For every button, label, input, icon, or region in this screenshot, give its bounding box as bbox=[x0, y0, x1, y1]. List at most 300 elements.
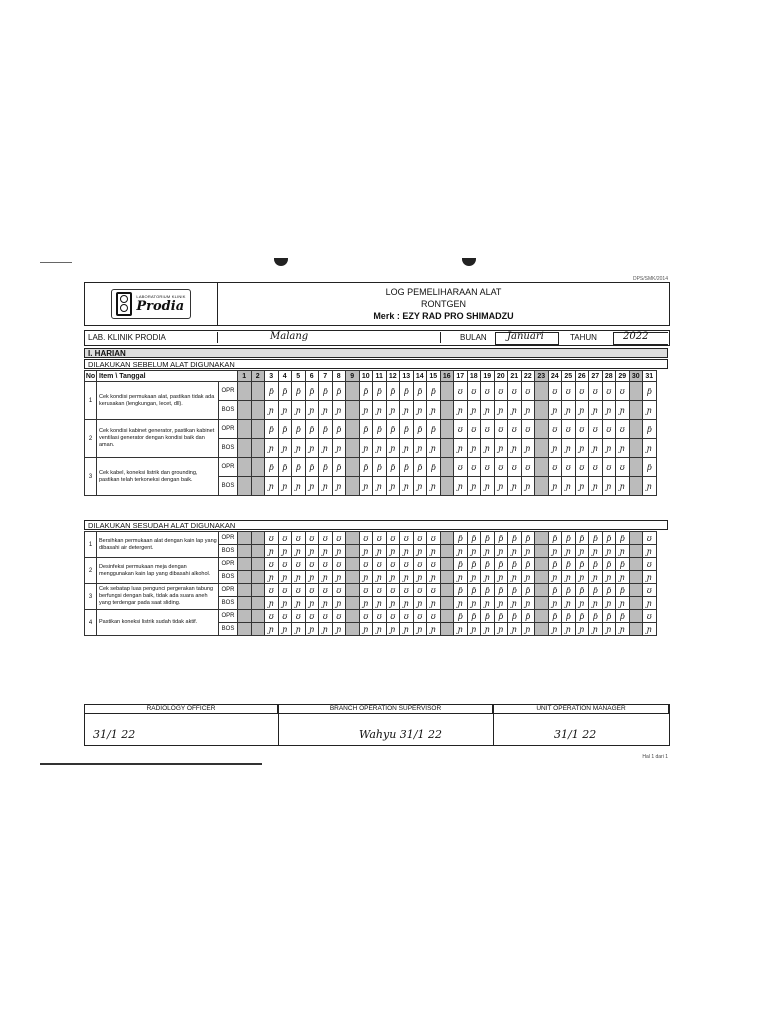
check-cell: ɲ bbox=[386, 439, 400, 458]
check-cell: ɲ bbox=[562, 597, 576, 610]
check-cell: ɲ bbox=[602, 545, 616, 558]
table-row bbox=[85, 584, 657, 597]
check-cell: ɲ bbox=[575, 623, 589, 636]
check-cell: ƥ bbox=[575, 610, 589, 623]
check-cell: ɲ bbox=[643, 401, 657, 420]
header-day: 8 bbox=[332, 371, 346, 382]
check-cell: ʊ bbox=[359, 610, 373, 623]
check-cell: ɲ bbox=[589, 597, 603, 610]
check-cell: ƥ bbox=[427, 420, 441, 439]
check-cell: ƥ bbox=[481, 584, 495, 597]
check-cell: ƥ bbox=[481, 558, 495, 571]
check-cell: ɲ bbox=[643, 545, 657, 558]
check-cell: ƥ bbox=[562, 610, 576, 623]
check-cell: ɲ bbox=[575, 401, 589, 420]
check-cell: ɲ bbox=[278, 401, 292, 420]
check-cell: ƥ bbox=[548, 558, 562, 571]
check-cell: ɲ bbox=[400, 597, 414, 610]
check-cell: ƥ bbox=[494, 558, 508, 571]
check-cell bbox=[629, 382, 643, 401]
check-cell: ɲ bbox=[359, 401, 373, 420]
check-cell bbox=[535, 558, 549, 571]
check-cell: ɲ bbox=[265, 439, 279, 458]
check-cell: ʊ bbox=[278, 610, 292, 623]
check-cell: ɲ bbox=[373, 439, 387, 458]
check-cell: ɲ bbox=[427, 401, 441, 420]
check-cell: ɲ bbox=[508, 623, 522, 636]
check-cell: ɲ bbox=[305, 571, 319, 584]
prodia-logo-icon bbox=[116, 292, 132, 316]
check-cell: ɲ bbox=[575, 439, 589, 458]
check-cell: ʊ bbox=[521, 382, 535, 401]
check-cell: ƥ bbox=[292, 458, 306, 477]
check-cell: ƥ bbox=[521, 584, 535, 597]
role-label: BOS bbox=[219, 623, 238, 636]
check-cell bbox=[535, 458, 549, 477]
check-cell: ɲ bbox=[265, 545, 279, 558]
check-cell: ɲ bbox=[359, 439, 373, 458]
check-cell: ʊ bbox=[400, 558, 414, 571]
check-cell bbox=[440, 532, 454, 545]
check-cell bbox=[238, 610, 252, 623]
check-cell: ɲ bbox=[454, 571, 468, 584]
check-cell: ʊ bbox=[386, 584, 400, 597]
check-cell: ɲ bbox=[359, 477, 373, 496]
check-cell: ɲ bbox=[494, 623, 508, 636]
check-cell: ʊ bbox=[643, 558, 657, 571]
check-cell: ʊ bbox=[305, 558, 319, 571]
check-cell: ɲ bbox=[305, 401, 319, 420]
check-cell: ɲ bbox=[508, 545, 522, 558]
check-cell bbox=[238, 545, 252, 558]
item-number: 1 bbox=[85, 532, 97, 558]
check-cell bbox=[535, 610, 549, 623]
check-cell: ʊ bbox=[427, 532, 441, 545]
check-cell bbox=[629, 458, 643, 477]
check-cell: ɲ bbox=[265, 401, 279, 420]
check-cell: ɲ bbox=[481, 401, 495, 420]
check-cell bbox=[535, 401, 549, 420]
check-cell: ɲ bbox=[508, 571, 522, 584]
check-cell: ɲ bbox=[265, 597, 279, 610]
check-cell bbox=[629, 623, 643, 636]
check-cell: ɲ bbox=[454, 545, 468, 558]
check-cell: ɲ bbox=[278, 545, 292, 558]
check-cell: ʊ bbox=[602, 420, 616, 439]
header-day: 20 bbox=[494, 371, 508, 382]
check-cell: ʊ bbox=[278, 584, 292, 597]
item-description: Bersihkan permukaan alat dengan kain lap yang dibasahi air detergent. bbox=[97, 532, 219, 558]
check-cell: ʊ bbox=[265, 558, 279, 571]
check-cell: ɲ bbox=[562, 623, 576, 636]
header-day: 18 bbox=[467, 371, 481, 382]
branch-signature: Wahyu 31/1 22 bbox=[359, 728, 442, 741]
check-cell: ƥ bbox=[616, 558, 630, 571]
check-cell: ɲ bbox=[643, 477, 657, 496]
check-cell bbox=[238, 623, 252, 636]
check-cell: ɲ bbox=[548, 545, 562, 558]
check-cell: ʊ bbox=[373, 558, 387, 571]
check-cell bbox=[629, 597, 643, 610]
check-cell: ɲ bbox=[494, 597, 508, 610]
check-cell: ɲ bbox=[467, 571, 481, 584]
check-cell: ƥ bbox=[508, 532, 522, 545]
check-cell: ɲ bbox=[508, 477, 522, 496]
check-cell bbox=[535, 571, 549, 584]
check-cell: ʊ bbox=[292, 610, 306, 623]
check-cell: ƥ bbox=[548, 532, 562, 545]
check-cell: ʊ bbox=[413, 610, 427, 623]
check-cell: ʊ bbox=[575, 382, 589, 401]
form-header bbox=[84, 282, 670, 326]
check-cell: ɲ bbox=[292, 571, 306, 584]
check-cell bbox=[535, 597, 549, 610]
header-day: 26 bbox=[575, 371, 589, 382]
check-cell: ɲ bbox=[616, 545, 630, 558]
lab-info-row bbox=[84, 330, 670, 346]
check-cell: ʊ bbox=[373, 584, 387, 597]
check-cell: ƥ bbox=[319, 458, 333, 477]
check-cell bbox=[346, 401, 360, 420]
check-cell: ɲ bbox=[602, 401, 616, 420]
check-cell: ƥ bbox=[319, 382, 333, 401]
role-label: OPR bbox=[219, 584, 238, 597]
check-cell: ʊ bbox=[616, 420, 630, 439]
section-harian: I. HARIAN bbox=[84, 348, 668, 358]
tahun-value: 2022 bbox=[623, 331, 649, 342]
check-cell: ʊ bbox=[562, 458, 576, 477]
check-cell: ʊ bbox=[427, 584, 441, 597]
check-cell: ƥ bbox=[467, 532, 481, 545]
check-cell: ƥ bbox=[278, 382, 292, 401]
header-day: 14 bbox=[413, 371, 427, 382]
check-cell: ƥ bbox=[521, 532, 535, 545]
check-cell: ɲ bbox=[467, 439, 481, 458]
check-cell: ɲ bbox=[521, 623, 535, 636]
radiology-officer-label: RADIOLOGY OFFICER bbox=[85, 705, 278, 714]
check-cell: ƥ bbox=[602, 532, 616, 545]
title-line-1: LOG PEMELIHARAAN ALAT bbox=[385, 287, 502, 297]
check-cell: ƥ bbox=[292, 420, 306, 439]
check-cell: ʊ bbox=[359, 532, 373, 545]
item-number: 4 bbox=[85, 610, 97, 636]
check-cell bbox=[535, 382, 549, 401]
check-cell: ɲ bbox=[305, 597, 319, 610]
check-cell: ʊ bbox=[481, 420, 495, 439]
check-cell bbox=[238, 571, 252, 584]
check-cell bbox=[629, 610, 643, 623]
check-cell: ƥ bbox=[278, 458, 292, 477]
check-cell: ƥ bbox=[521, 558, 535, 571]
check-cell: ɲ bbox=[413, 571, 427, 584]
check-cell: ɲ bbox=[616, 623, 630, 636]
header-day: 19 bbox=[481, 371, 495, 382]
check-cell: ƥ bbox=[589, 558, 603, 571]
check-cell: ʊ bbox=[521, 458, 535, 477]
check-cell: ɲ bbox=[427, 571, 441, 584]
check-cell: ƥ bbox=[616, 610, 630, 623]
check-cell: ƥ bbox=[305, 458, 319, 477]
check-cell: ʊ bbox=[481, 458, 495, 477]
check-cell: ʊ bbox=[602, 382, 616, 401]
check-cell bbox=[238, 558, 252, 571]
check-cell: ʊ bbox=[481, 382, 495, 401]
check-cell bbox=[629, 584, 643, 597]
check-cell: ɲ bbox=[562, 571, 576, 584]
check-cell: ɲ bbox=[265, 623, 279, 636]
check-cell: ɲ bbox=[454, 439, 468, 458]
check-cell: ƥ bbox=[400, 420, 414, 439]
check-cell: ʊ bbox=[521, 420, 535, 439]
signature-block bbox=[84, 704, 670, 746]
check-cell: ɲ bbox=[427, 623, 441, 636]
check-cell bbox=[535, 532, 549, 545]
check-cell bbox=[629, 420, 643, 439]
check-cell: ʊ bbox=[427, 558, 441, 571]
item-description: Cek kondisi permukaan alat, pastikan tidak ada kerusakan (lengkungan, lecet, dll). bbox=[97, 382, 219, 420]
section-after-use: DILAKUKAN SESUDAH ALAT DIGUNAKAN bbox=[84, 520, 668, 530]
check-cell: ɲ bbox=[616, 477, 630, 496]
check-cell: ɲ bbox=[602, 439, 616, 458]
table-row bbox=[85, 558, 657, 571]
check-cell: ʊ bbox=[575, 420, 589, 439]
check-cell bbox=[346, 477, 360, 496]
check-cell bbox=[346, 558, 360, 571]
check-cell: ɲ bbox=[575, 571, 589, 584]
check-cell bbox=[440, 420, 454, 439]
header-day: 7 bbox=[319, 371, 333, 382]
check-cell: ƥ bbox=[494, 584, 508, 597]
check-cell bbox=[251, 558, 265, 571]
check-cell: ɲ bbox=[319, 597, 333, 610]
check-cell bbox=[251, 401, 265, 420]
check-cell: ɲ bbox=[265, 571, 279, 584]
check-cell: ʊ bbox=[494, 382, 508, 401]
tahun-label: TAHUN bbox=[570, 333, 597, 342]
item-description: Cek kabel, koneksi listrik dan grounding, pastikan telah terkoneksi dengan baik. bbox=[97, 458, 219, 496]
check-cell bbox=[440, 545, 454, 558]
header-day: 21 bbox=[508, 371, 522, 382]
check-cell: ƥ bbox=[373, 420, 387, 439]
check-cell: ɲ bbox=[332, 401, 346, 420]
check-cell bbox=[346, 584, 360, 597]
check-cell: ƥ bbox=[386, 420, 400, 439]
check-cell: ƥ bbox=[265, 382, 279, 401]
scan-edge-top bbox=[40, 262, 72, 263]
unit-manager-box bbox=[494, 705, 669, 745]
check-cell: ɲ bbox=[494, 545, 508, 558]
check-cell: ɲ bbox=[332, 597, 346, 610]
header-day: 5 bbox=[292, 371, 306, 382]
check-cell: ɲ bbox=[373, 477, 387, 496]
check-cell: ɲ bbox=[481, 477, 495, 496]
check-cell bbox=[440, 401, 454, 420]
check-cell bbox=[440, 558, 454, 571]
check-cell: ɲ bbox=[602, 477, 616, 496]
header-no: No bbox=[85, 372, 96, 380]
branch-supervisor-box bbox=[279, 705, 494, 745]
check-cell bbox=[440, 584, 454, 597]
check-cell bbox=[346, 571, 360, 584]
check-cell: ɲ bbox=[427, 439, 441, 458]
role-label: BOS bbox=[219, 571, 238, 584]
check-cell: ƥ bbox=[616, 532, 630, 545]
check-cell: ʊ bbox=[494, 420, 508, 439]
header-item: Item \ Tanggal bbox=[97, 371, 238, 382]
check-cell: ɲ bbox=[332, 545, 346, 558]
check-cell: ƥ bbox=[454, 610, 468, 623]
check-cell: ɲ bbox=[373, 597, 387, 610]
check-cell: ƥ bbox=[332, 458, 346, 477]
check-cell: ʊ bbox=[265, 584, 279, 597]
item-description: Pastikan koneksi listrik sudah tidak aktif. bbox=[97, 610, 219, 636]
check-cell: ƥ bbox=[575, 532, 589, 545]
check-cell: ʊ bbox=[467, 458, 481, 477]
check-cell: ƥ bbox=[494, 610, 508, 623]
check-cell: ƥ bbox=[292, 382, 306, 401]
check-cell: ƥ bbox=[548, 584, 562, 597]
check-cell: ƥ bbox=[373, 382, 387, 401]
check-cell: ʊ bbox=[494, 458, 508, 477]
check-cell: ɲ bbox=[521, 571, 535, 584]
logo-subtitle: LABORATORIUM KLINIK bbox=[136, 294, 186, 299]
check-cell: ʊ bbox=[319, 532, 333, 545]
check-cell: ɲ bbox=[305, 439, 319, 458]
check-cell: ʊ bbox=[332, 532, 346, 545]
check-cell: ɲ bbox=[373, 401, 387, 420]
check-cell: ɲ bbox=[589, 571, 603, 584]
check-cell: ɲ bbox=[562, 439, 576, 458]
check-cell: ƥ bbox=[359, 382, 373, 401]
check-cell: ɲ bbox=[562, 401, 576, 420]
check-cell: ɲ bbox=[467, 545, 481, 558]
check-cell bbox=[251, 439, 265, 458]
table-row bbox=[85, 532, 657, 545]
check-cell: ɲ bbox=[481, 597, 495, 610]
check-cell: ɲ bbox=[413, 623, 427, 636]
header-day: 3 bbox=[265, 371, 279, 382]
check-cell: ɲ bbox=[386, 545, 400, 558]
check-cell bbox=[251, 571, 265, 584]
check-cell bbox=[238, 458, 252, 477]
title-line-3: Merk : EZY RAD PRO SHIMADZU bbox=[373, 311, 514, 321]
check-cell: ɲ bbox=[292, 597, 306, 610]
check-cell: ƥ bbox=[319, 420, 333, 439]
check-cell: ƥ bbox=[508, 558, 522, 571]
table-row bbox=[85, 420, 657, 439]
check-cell: ɲ bbox=[319, 477, 333, 496]
check-cell: ʊ bbox=[548, 382, 562, 401]
check-cell: ɲ bbox=[602, 623, 616, 636]
check-cell: ʊ bbox=[454, 420, 468, 439]
check-cell: ɲ bbox=[494, 401, 508, 420]
check-cell bbox=[346, 439, 360, 458]
check-cell bbox=[535, 420, 549, 439]
role-label: OPR bbox=[219, 458, 238, 477]
check-cell: ƥ bbox=[562, 558, 576, 571]
check-cell: ɲ bbox=[319, 439, 333, 458]
check-cell bbox=[251, 477, 265, 496]
logo-area bbox=[85, 283, 218, 325]
header-day: 6 bbox=[305, 371, 319, 382]
check-cell: ƥ bbox=[373, 458, 387, 477]
check-cell: ƥ bbox=[332, 420, 346, 439]
item-description: Cek sebatap luas pengunci pergerakan tabung berfungsi dengan baik, tidak ada suara aneh yang terdengar pada saat sliding. bbox=[97, 584, 219, 610]
check-cell: ɲ bbox=[521, 597, 535, 610]
check-cell: ɲ bbox=[427, 597, 441, 610]
check-cell bbox=[238, 597, 252, 610]
check-cell: ɲ bbox=[548, 401, 562, 420]
check-cell: ɲ bbox=[521, 439, 535, 458]
check-cell: ƥ bbox=[265, 458, 279, 477]
header-day: 2 bbox=[251, 371, 265, 382]
check-cell bbox=[629, 558, 643, 571]
check-cell bbox=[629, 477, 643, 496]
item-number: 1 bbox=[85, 382, 97, 420]
check-cell: ɲ bbox=[562, 545, 576, 558]
check-cell: ɲ bbox=[643, 439, 657, 458]
check-cell: ƥ bbox=[508, 584, 522, 597]
bulan-label: BULAN bbox=[460, 333, 487, 342]
check-cell: ʊ bbox=[413, 532, 427, 545]
check-cell bbox=[535, 584, 549, 597]
check-cell: ɲ bbox=[278, 571, 292, 584]
check-cell: ɲ bbox=[602, 571, 616, 584]
check-cell: ƥ bbox=[643, 458, 657, 477]
check-cell: ɲ bbox=[278, 439, 292, 458]
check-cell: ɲ bbox=[373, 571, 387, 584]
check-cell: ƥ bbox=[589, 532, 603, 545]
check-cell: ʊ bbox=[278, 532, 292, 545]
check-cell bbox=[440, 382, 454, 401]
header-day: 10 bbox=[359, 371, 373, 382]
check-cell: ƥ bbox=[616, 584, 630, 597]
header-day: 15 bbox=[427, 371, 441, 382]
check-cell: ƥ bbox=[413, 382, 427, 401]
check-cell: ɲ bbox=[413, 597, 427, 610]
check-cell bbox=[535, 439, 549, 458]
item-description: Cek kondisi kabinet generator, pastikan kabinet ventilasi generator dengan kondisi baik dan aman. bbox=[97, 420, 219, 458]
check-cell bbox=[535, 545, 549, 558]
check-cell: ʊ bbox=[386, 532, 400, 545]
check-cell: ɲ bbox=[548, 439, 562, 458]
check-cell: ɲ bbox=[319, 623, 333, 636]
check-cell: ɲ bbox=[548, 571, 562, 584]
check-cell: ɲ bbox=[521, 477, 535, 496]
check-cell: ɲ bbox=[508, 597, 522, 610]
lab-value: Malang bbox=[270, 331, 309, 342]
check-cell: ɲ bbox=[454, 477, 468, 496]
check-cell: ɲ bbox=[575, 597, 589, 610]
maintenance-log-form bbox=[84, 270, 672, 765]
check-cell: ƥ bbox=[562, 532, 576, 545]
check-cell: ʊ bbox=[319, 610, 333, 623]
check-cell: ʊ bbox=[616, 382, 630, 401]
check-cell: ɲ bbox=[305, 623, 319, 636]
check-cell: ʊ bbox=[278, 558, 292, 571]
role-label: OPR bbox=[219, 610, 238, 623]
role-label: OPR bbox=[219, 558, 238, 571]
check-cell: ɲ bbox=[292, 439, 306, 458]
header-day: 23 bbox=[535, 371, 549, 382]
check-cell: ƥ bbox=[413, 420, 427, 439]
prodia-logo bbox=[111, 289, 190, 319]
check-cell: ƥ bbox=[602, 584, 616, 597]
header-day: 27 bbox=[589, 371, 603, 382]
check-cell: ɲ bbox=[643, 571, 657, 584]
check-cell bbox=[346, 458, 360, 477]
check-cell: ƥ bbox=[494, 532, 508, 545]
